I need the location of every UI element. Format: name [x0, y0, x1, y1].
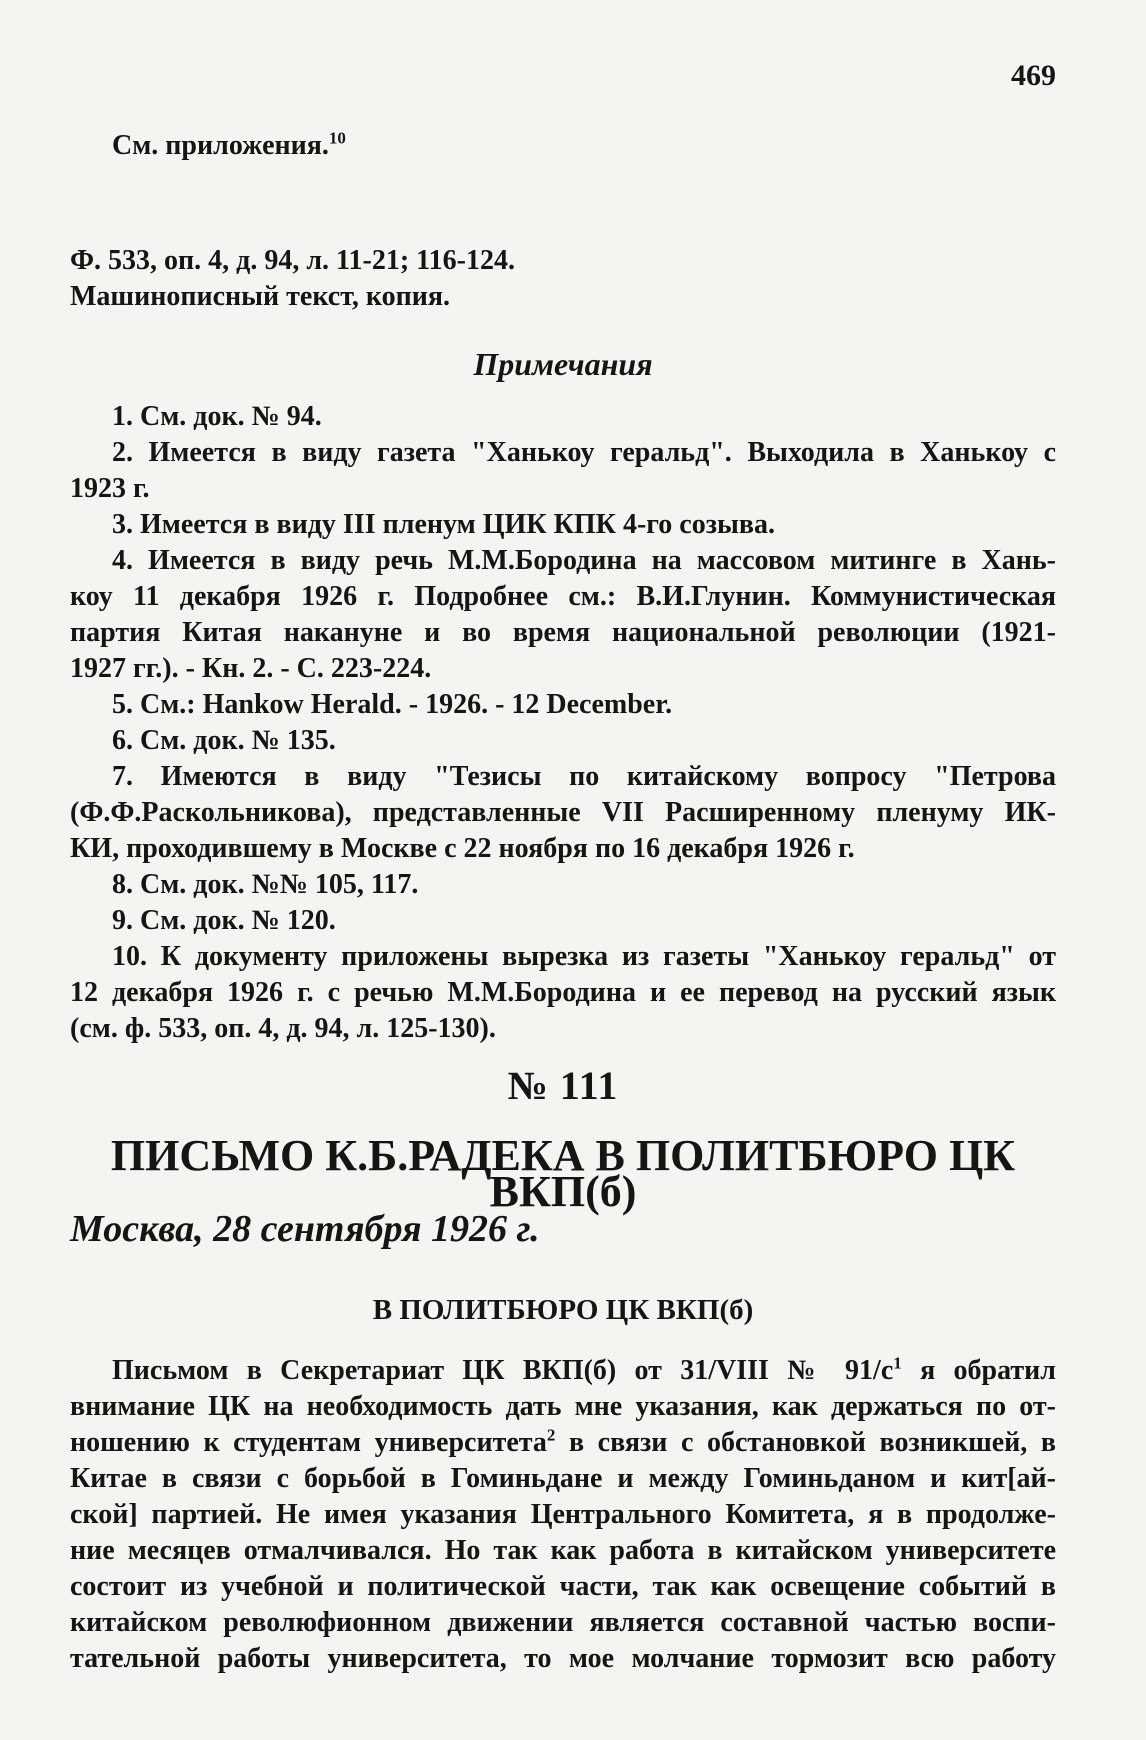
- document-number: № 111: [507, 1063, 619, 1108]
- note-1: 1. См. док. № 94.: [112, 401, 322, 432]
- body-line-8: китайском революфионном движении является составной частью воспи-: [70, 1607, 1056, 1638]
- note-10-cont-1: 12 декабря 1926 г. с речью М.М.Бородина и ее перевод на русский язык: [70, 977, 1056, 1008]
- notes-list: [70, 399, 1056, 1047]
- note-3: 3. Имеется в виду III пленум ЦИК КПК 4-го созыва.: [112, 509, 775, 540]
- document-body: [70, 1353, 1056, 1677]
- body-line-2: внимание ЦК на необходимость дать мне указания, как держаться по от-: [70, 1391, 1056, 1422]
- document-addressee: В ПОЛИТБЮРО ЦК ВКП(б): [372, 1294, 754, 1326]
- note-5: 5. См.: Hankow Herald. - 1926. - 12 December.: [112, 689, 673, 720]
- note-4: 4. Имеется в виду речь М.М.Бородина на массовом митинге в Хань-: [112, 545, 1056, 576]
- notes-heading: Примечания: [473, 346, 653, 382]
- note-2-cont: 1923 г.: [70, 473, 150, 504]
- note-10: 10. К документу приложены вырезка из газеты "Ханькоу геральд" от: [112, 941, 1056, 972]
- archive-source: [70, 243, 1056, 315]
- body-line-5: ской] партией. Не имея указания Центрального Комитета, я в продолже-: [70, 1499, 1056, 1530]
- document-place-date: Москва, 28 сентября 1926 г.: [70, 1208, 540, 1250]
- body-line-1: Письмом в Секретариат ЦК ВКП(б) от 31/VIII № $91/с^1$ я обратил: [112, 1353, 1056, 1386]
- note-4-cont-3: 1927 гг.). - Кн. 2. - С. 223-224.: [70, 653, 432, 684]
- previous-document-tail: [70, 128, 1056, 164]
- note-10-cont-2: (см. ф. 533, оп. 4, д. 94, л. 125-130).: [70, 1013, 496, 1044]
- note-6: 6. См. док. № 135.: [112, 725, 336, 756]
- note-8: 8. См. док. №№ 105, 117.: [112, 869, 419, 900]
- footnote-ref-1: 1: [893, 1353, 902, 1373]
- note-9: 9. См. док. № 120.: [112, 905, 336, 936]
- appendix-reference: См. приложения.$^{10}$: [112, 128, 346, 161]
- document-title: ПИСЬМО К.Б.РАДЕКА В ПОЛИТБЮРО ЦК ВКП(б): [110, 1131, 1016, 1216]
- note-7-cont-2: КИ, проходившему в Москве с 22 ноября по 16 декабря 1926 г.: [70, 833, 855, 864]
- note-7: 7. Имеются в виду "Тезисы по китайскому вопросу "Петрова: [112, 761, 1056, 792]
- note-4-cont-2: партия Китая накануне и во время национальной революции (1921-: [70, 617, 1056, 648]
- body-line-6: ние месяцев отмалчивался. Но так как работа в китайском университете: [70, 1535, 1056, 1566]
- body-line-9: тательной работы университета, то мое молчание тормозит всю работу: [70, 1643, 1056, 1674]
- note-4-cont-1: коу 11 декабря 1926 г. Подробнее см.: В.И.Глунин. Коммунистическая: [70, 581, 1056, 612]
- footnote-ref-2: 2: [546, 1425, 556, 1445]
- body-line-3: ношению к студентам университета$^2$ в связи с обстановкой возникшей, в: [70, 1425, 1056, 1458]
- page-number: 469: [1011, 59, 1056, 92]
- body-line-4: Китае в связи с борьбой в Гоминьдане и между Гоминьданом и кит[ай-: [70, 1463, 1056, 1494]
- book-page: [70, 58, 1056, 1698]
- footnote-ref-10: 10: [328, 128, 346, 148]
- text-type: Машинописный текст, копия.: [70, 281, 451, 312]
- note-7-cont-1: (Ф.Ф.Раскольникова), представленные VII Расширенному пленуму ИК-: [70, 797, 1056, 828]
- archive-reference: Ф. 533, оп. 4, д. 94, л. 11-21; 116-124.: [70, 245, 515, 276]
- body-line-7: состоит из учебной и политической части, так как освещение событий в: [70, 1571, 1056, 1602]
- note-2: 2. Имеется в виду газета "Ханькоу геральд". Выходила в Ханькоу с: [112, 437, 1056, 468]
